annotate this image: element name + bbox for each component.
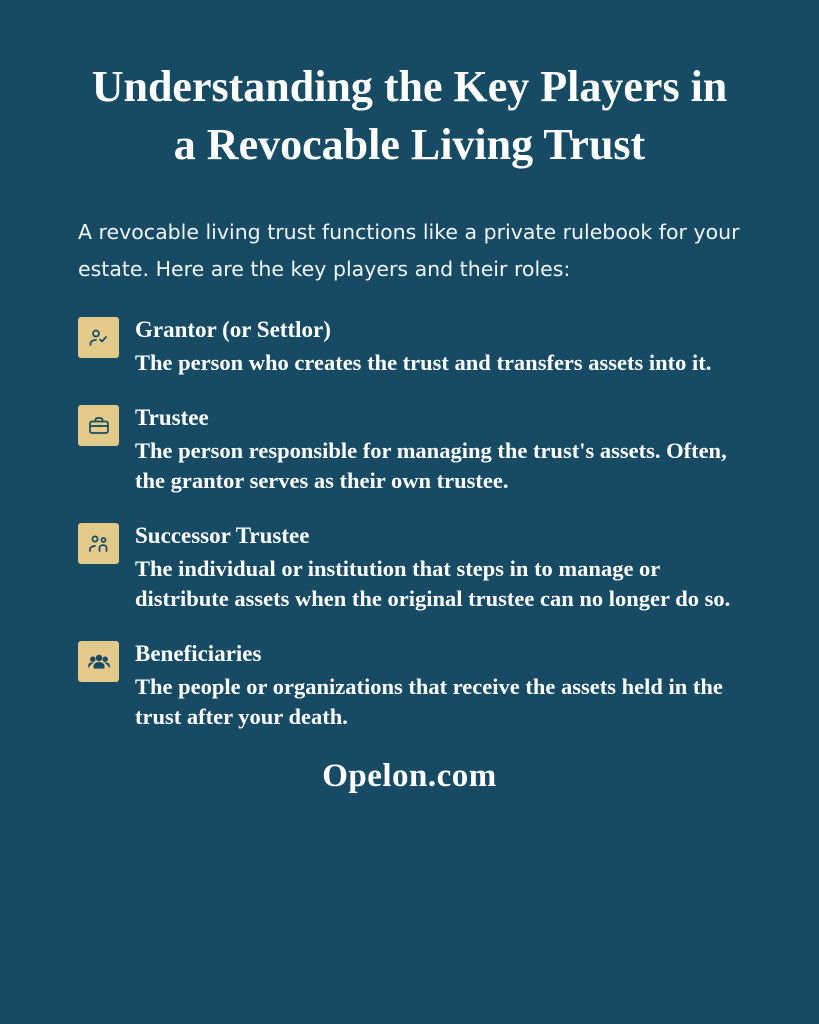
list-item (78, 402, 741, 496)
role-title: Grantor (or Settlor) (135, 317, 331, 342)
person-check-icon (78, 317, 119, 358)
role-description: The people or organizations that receive the assets held in the trust after your death. (135, 674, 723, 729)
list-item (78, 638, 741, 732)
intro-paragraph: A revocable living trust functions like a private rulebook for your estate. Here are the key players and their roles: (78, 220, 740, 281)
brand-name: Opelon.com (322, 758, 497, 794)
list-item (78, 314, 741, 378)
role-description: The person responsible for managing the trust's assets. Often, the grantor serves as their own trustee. (135, 438, 727, 493)
role-title: Successor Trustee (135, 523, 310, 548)
footer (78, 756, 741, 796)
list-item (78, 520, 741, 614)
list-item-text (135, 520, 741, 614)
person-handoff-icon (78, 523, 119, 564)
people-group-icon (78, 641, 119, 682)
role-description: The person who creates the trust and transfers assets into it. (135, 350, 712, 375)
page-title: Understanding the Key Players in a Revocable Living Trust (91, 62, 728, 169)
role-title: Trustee (135, 405, 209, 430)
list-item-text (135, 314, 741, 378)
list-item-text (135, 638, 741, 732)
role-title: Beneficiaries (135, 641, 262, 666)
list-item-text (135, 402, 741, 496)
briefcase-icon (78, 405, 119, 446)
role-description: The individual or institution that steps in to manage or distribute assets when the original trustee can no longer do so. (135, 556, 731, 611)
key-players-list (78, 314, 741, 732)
